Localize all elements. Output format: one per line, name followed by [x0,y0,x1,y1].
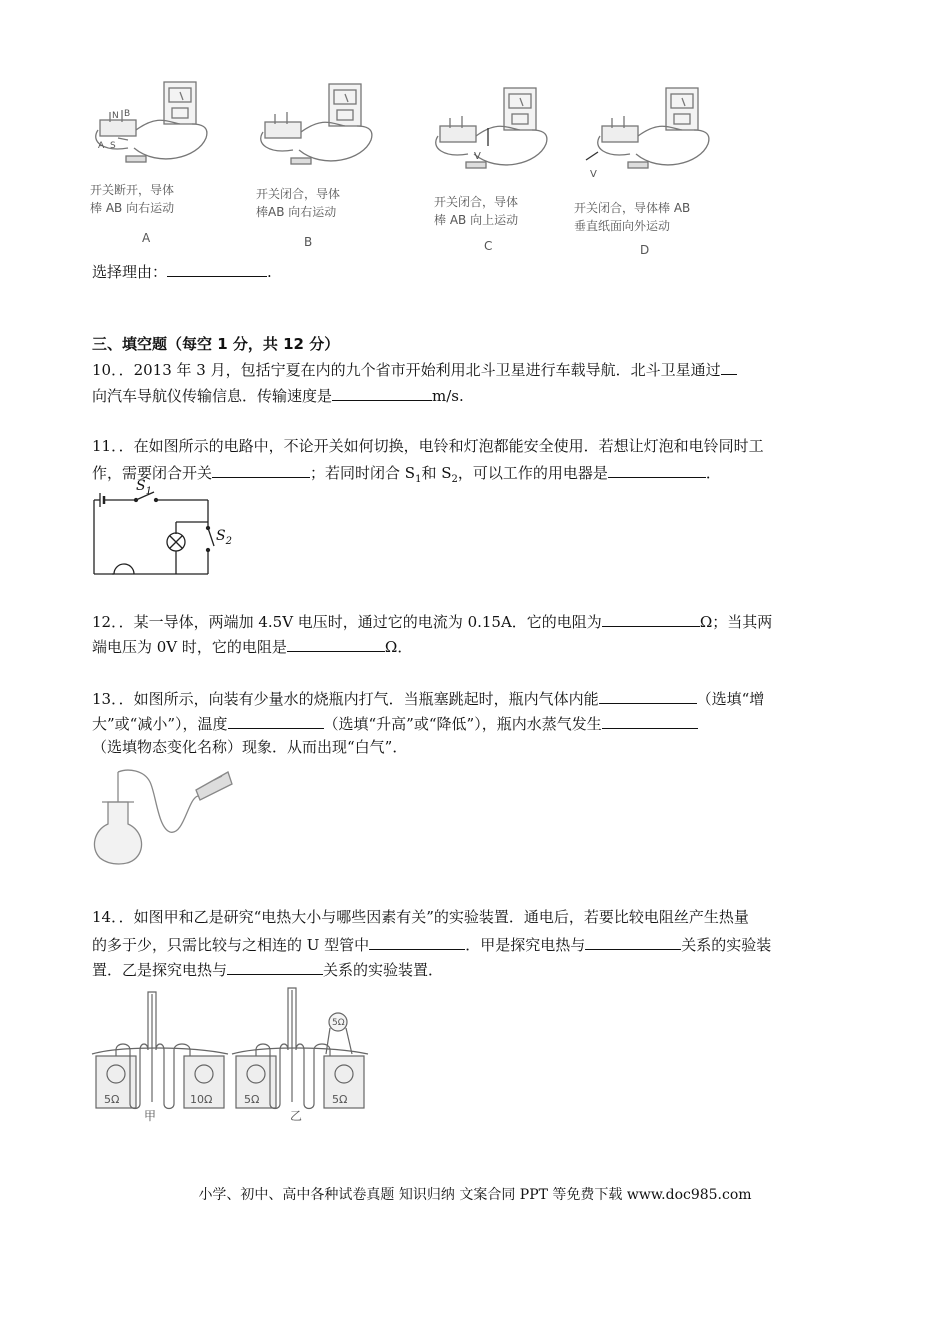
q10-line-1 [92,358,737,380]
section-3-title: 三、填空题（每空 1 分，共 12 分） [92,335,340,353]
q13-line-2 [92,712,698,734]
q11-blank-2[interactable] [608,461,706,478]
q13-line-3: （选填物态变化名称）现象．从而出现“白气”． [92,738,408,756]
q11-line-1: 11．．在如图所示的电路中，不论开关如何切换，电铃和灯泡都能安全使用．若想让灯泡和电铃同时工 [92,437,764,455]
q11-s2-sub: 2 [451,474,458,485]
q13-blank-1[interactable] [599,687,697,704]
q12-blank-1[interactable] [602,610,700,627]
jia-left-resistor: 5Ω [104,1093,120,1106]
q9-reason-line [92,260,272,282]
q11-text-2d: ，可以工作的用电器是 [457,464,608,482]
q12-text-1a: 12．．某一导体，两端加 4.5V 电压时，通过它的电流为 0.15A．它的电阻为 [92,613,602,631]
q10-line-2 [92,384,464,406]
option-c-letter: C [484,239,493,253]
q13-blank-2[interactable] [228,712,324,729]
q14-blank-1[interactable] [369,933,465,950]
q14-blank-3[interactable] [227,958,323,975]
option-d-caption-2: 垂直纸面向外运动 [574,219,671,233]
q10-blank-1[interactable] [721,358,737,375]
yi-left-resistor: 5Ω [244,1093,260,1106]
q10-text-2a: 向汽车导航仪传输信息．传输速度是 [92,387,333,405]
q14-text-2c: 关系的实验装 [681,936,772,954]
option-a-caption-2: 棒 AB 向右运动 [90,201,175,215]
q13-text-1a: 13．．如图所示，向装有少量水的烧瓶内打气．当瓶塞跳起时，瓶内气体内能 [92,690,599,708]
q13-text-2a: 大”或“减小”），温度 [92,715,228,733]
q14-line-3 [92,958,443,980]
yi-top-resistor: 5Ω [332,1018,345,1028]
q13-flask-figure [88,768,238,868]
q13-line-1 [92,687,764,709]
option-b-caption-2: 棒AB 向右运动 [256,205,337,219]
label-b: B [124,109,131,119]
option-b-letter: B [304,235,313,249]
q12-line-2 [92,635,412,657]
option-d-caption-1: 开关闭合，导体棒 AB [574,201,691,215]
footer-text: 小学、初中、高中各种试卷真题 知识归纳 文案合同 PPT 等免费下载 www.doc985.com [198,1187,752,1203]
q11-circuit-figure [88,478,248,580]
q10-text-1: 10．．2013 年 3 月，包括宁夏在内的九个省市开始利用北斗卫星进行车载导航．北斗卫星通过 [92,361,721,379]
q10-blank-2[interactable] [332,384,432,401]
utube-apparatus-drawing [90,984,370,1124]
q12-text-2a: 端电压为 0V 时，它的电阻是 [92,638,287,656]
s2-label: $S_2$ [216,528,232,547]
q9-reason-prefix: 选择理由： [92,263,168,281]
label-a: A [98,141,105,151]
option-d-letter: D [640,243,650,257]
s1-label: $S_1$ [136,478,152,497]
q14-text-3a: 置．乙是探究电热与 [92,961,228,979]
jia-right-resistor: 10Ω [190,1093,213,1106]
q14-utube-figure [90,984,370,1124]
q11-text-2e: ． [705,464,721,482]
label-v-c: V [474,151,481,162]
q12-line-1 [92,610,772,632]
q12-text-2b: Ω． [384,638,413,656]
q12-blank-2[interactable] [287,635,385,652]
q14-text-2a: 的多于少，只需比较与之相连的 U 型管中 [92,936,370,954]
q13-text-2b: （选填“升高”或“降低”），瓶内水蒸气发生 [323,715,602,733]
q10-text-2b: m/s. [432,387,464,405]
q14-line-1: 14．．如图甲和乙是研究“电热大小与哪些因素有关”的实验装置．通电后，若要比较电阻丝产生热量 [92,908,749,926]
q11-text-2b: ；若同时闭合 S [310,464,416,482]
q12-text-1b: Ω；当其两 [699,613,773,631]
q14-line-2 [92,933,771,955]
option-b-caption-1: 开关闭合，导体 [256,187,341,201]
yi-right-resistor: 5Ω [332,1093,348,1106]
q11-s1-sub: 1 [415,474,422,485]
q13-text-1b: （选填“增 [696,690,765,708]
q9-reason-suffix: . [267,263,272,281]
flask-pump-drawing [88,768,238,868]
q14-text-3b: 关系的实验装置． [323,961,444,979]
label-v-d: V [590,169,597,180]
q11-text-2a: 作，需要闭合开关 [92,464,213,482]
label-n: N [112,111,119,121]
q11-blank-1[interactable] [212,461,310,478]
label-yi: 乙 [290,1109,303,1123]
option-a-caption-1: 开关断开，导体 [90,183,175,197]
option-c-caption-2: 棒 AB 向上运动 [434,213,519,227]
q9-figure [88,78,748,258]
label-s: S [110,141,116,151]
q13-blank-3[interactable] [602,712,698,729]
label-jia: 甲 [144,1109,157,1123]
q14-blank-2[interactable] [585,933,681,950]
option-a-letter: A [142,231,151,245]
option-c-caption-1: 开关闭合，导体 [434,195,519,209]
q14-text-2b: ．甲是探究电热与 [465,936,586,954]
q11-text-2c: 和 S [421,464,452,482]
q9-reason-blank[interactable] [167,260,267,277]
